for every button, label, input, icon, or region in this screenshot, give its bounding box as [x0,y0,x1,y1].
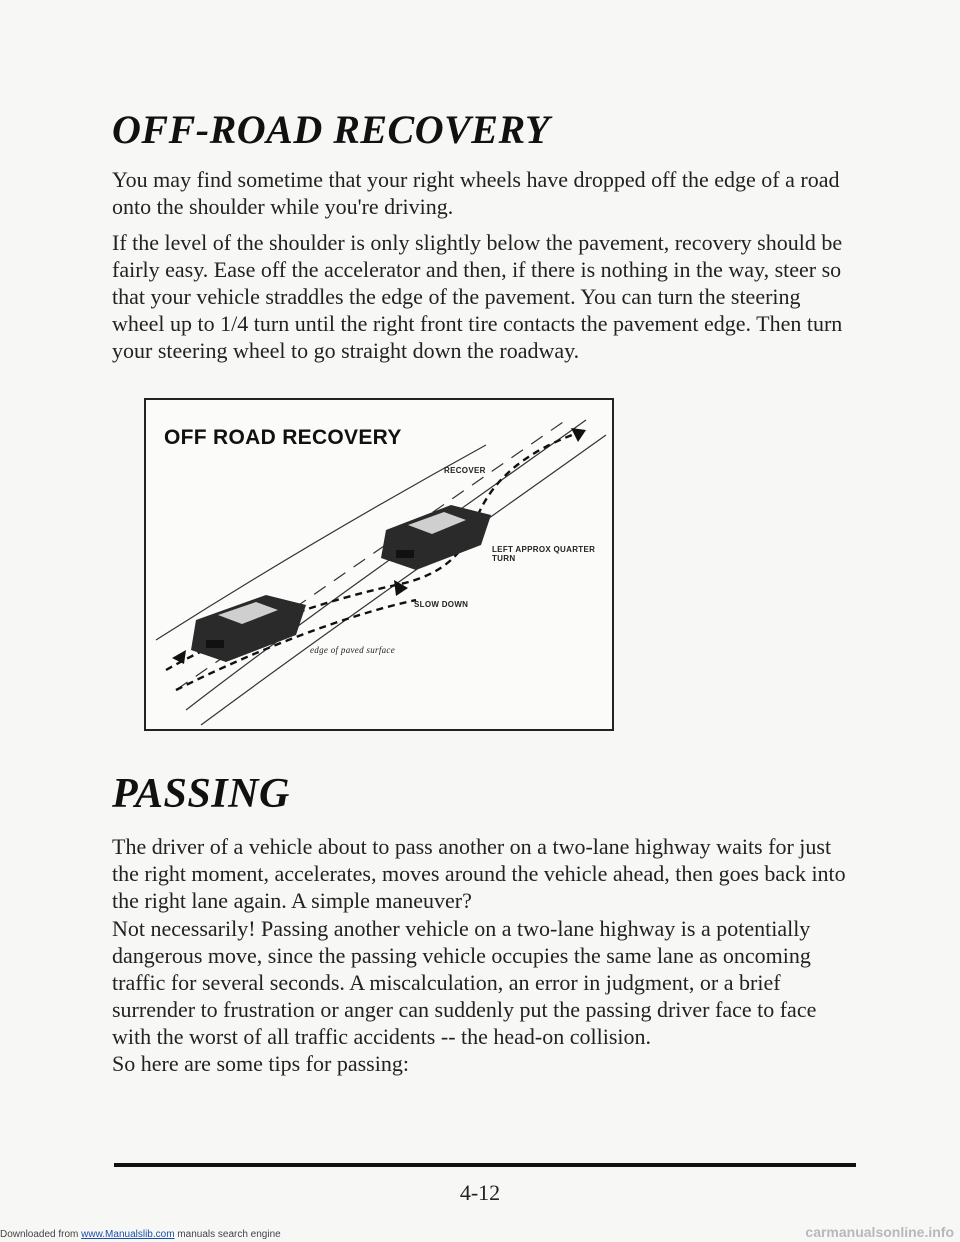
label-recover: RECOVER [444,466,486,475]
paragraph: You may find sometime that your right wheels have dropped off the edge of a road onto the shoulder while you're driving. [112,167,840,219]
shoulder-edge [201,435,606,725]
label-edge-of-paved-surface: edge of paved surface [310,645,396,655]
off-road-recovery-illustration [144,398,614,731]
road-lines [156,420,606,725]
footer-suffix: manuals search engine [174,1229,281,1240]
manualslib-link[interactable]: www.Manualslib.com [81,1229,175,1240]
paragraph: Not necessarily! Passing another vehicle on a two-lane highway is a potentially dangerous move, since the passing vehicle occupies the same lane as oncoming traffic for several seconds. A miscalculation, an error in judgment, or a brief surrender to frustration or anger can suddenly put the passing driver face to face with the worst of all traffic accidents -- the head-on collision. [112,916,817,1049]
paragraph: The driver of a vehicle about to pass another on a two-lane highway waits for just the right moment, accelerates, moves around the vehicle ahead, then goes back into the right lane again. A simple maneuver? [112,834,846,913]
paragraph: So here are some tips for passing: [112,1051,409,1076]
download-footer [0,1229,281,1240]
watermark: carmanualsonline.info [805,1224,954,1240]
label-left-quarter-turn: LEFT APPROX QUARTER TURN [492,545,596,563]
car-front [381,505,491,570]
footer-prefix: Downloaded from [0,1229,82,1240]
label-slow-down: SLOW DOWN [414,600,469,609]
page-number: 4-12 [459,1180,501,1205]
section-heading-passing: PASSING [112,771,290,817]
paragraph: If the level of the shoulder is only slightly below the pavement, recovery should be fairly easy. Ease off the accelerator and then, if there is nothing in the way, steer so that your vehicle straddles the edge of the pavement. You can turn the steering wheel up to 1/4 turn until the right front tire contacts the pavement edge. Then turn your steering wheel to go straight down the roadway. [112,230,843,363]
arrow-recover [571,428,586,442]
section-heading-off-road-recovery: OFF-ROAD RECOVERY [112,107,550,152]
footer-rule [114,1163,856,1167]
figure-title: OFF ROAD RECOVERY [164,426,402,449]
car-rear [191,595,306,662]
road-right-edge [186,420,586,710]
